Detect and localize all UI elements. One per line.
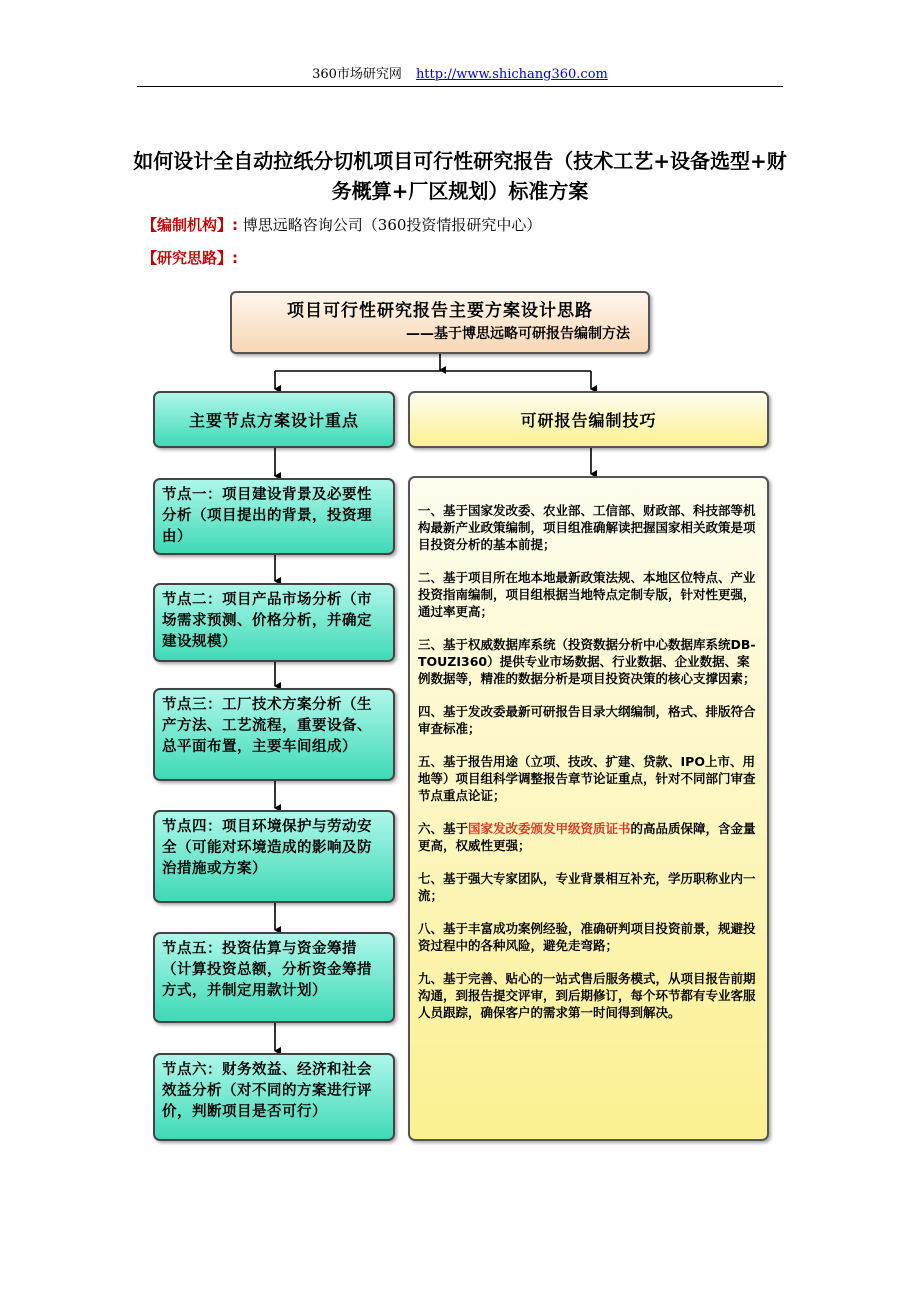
diagram-title: 项目可行性研究报告主要方案设计思路	[287, 301, 593, 321]
right-column-header: 可研报告编制技巧	[408, 391, 769, 448]
node-1: 节点一：项目建设背景及必要性分析（项目提出的背景，投资理由）	[153, 478, 395, 555]
node-2: 节点二：项目产品市场分析（市场需求预测、价格分析，并确定建设规模）	[153, 583, 395, 662]
approach-line	[142, 247, 238, 269]
node-3: 节点三：工厂技术方案分析（生产方法、工艺流程，重要设备、总平面布置，主要车间组成）	[153, 688, 395, 781]
skill-6-suffix: 的高品质保障，含金量更高，权威性更强；	[418, 821, 756, 853]
skill-1: 一、基于国家发改委、农业部、工信部、财政部、科技部等机构最新产业政策编制，项目组准确解读把握国家相关政策是项目投资分析的基本前提；	[418, 503, 756, 552]
compiler-label: 【编制机构】:	[142, 216, 238, 234]
skills-box	[408, 476, 769, 1141]
skill-3: 三、基于权威数据库系统（投资数据分析中心数据库系统DB-TOUZI360）提供专业市场数据、行业数据、企业数据、案例数据等，精准的数据分析是项目投资决策的核心支撑因素；	[418, 637, 756, 686]
skill-4: 四、基于发改委最新可研报告目录大纲编制，格式、排版符合审查标准；	[418, 704, 756, 736]
skill-6-highlight: 国家发改委颁发甲级资质证书	[468, 821, 631, 836]
diagram-subtitle: ——基于博思远略可研报告编制方法	[406, 326, 630, 342]
node-4: 节点四：项目环境保护与劳动安全（可能对环境造成的影响及防治措施或方案）	[153, 810, 395, 903]
skill-7: 七、基于强大专家团队，专业背景相互补充，学历职称业内一流；	[418, 871, 756, 903]
skill-6	[418, 820, 759, 854]
skill-6-prefix: 六、基于	[418, 821, 469, 836]
left-column-header: 主要节点方案设计重点	[153, 391, 395, 448]
site-url-link[interactable]: http://www.shichang360.com	[415, 67, 608, 82]
site-name: 360市场研究网	[312, 67, 402, 82]
node-5: 节点五：投资估算与资金筹措（计算投资总额，分析资金筹措方式，并制定用款计划）	[153, 932, 395, 1023]
skill-5: 五、基于报告用途（立项、技改、扩建、贷款、IPO上市、用地等）项目组科学调整报告章节论证重点，针对不同部门审查节点重点论证；	[418, 754, 756, 803]
flow-diagram	[141, 278, 781, 1148]
document-title: 如何设计全自动拉纸分切机项目可行性研究报告（技术工艺+设备选型+财务概算+厂区规划）标准方案	[133, 149, 787, 203]
approach-label: 【研究思路】:	[142, 249, 238, 267]
page-header	[137, 64, 783, 87]
skill-8: 八、基于丰富成功案例经验，准确研判项目投资前景，规避投资过程中的各种风险，避免走弯路；	[418, 921, 756, 953]
skill-9: 九、基于完善、贴心的一站式售后服务模式，从项目报告前期沟通，到报告提交评审，到后期修订，每个环节都有专业客服人员跟踪，确保客户的需求第一时间得到解决。	[418, 971, 756, 1020]
diagram-title-box	[230, 291, 650, 354]
skill-2: 二、基于项目所在地本地最新政策法规、本地区位特点、产业投资指南编制，项目组根据当地特点定制专版，针对性更强，通过率更高；	[418, 570, 756, 619]
node-6: 节点六：财务效益、经济和社会效益分析（对不同的方案进行评价，判断项目是否可行）	[153, 1053, 395, 1141]
compiler-value: 博思远略咨询公司（360投资情报研究中心）	[242, 216, 542, 234]
compiler-line	[142, 214, 541, 236]
